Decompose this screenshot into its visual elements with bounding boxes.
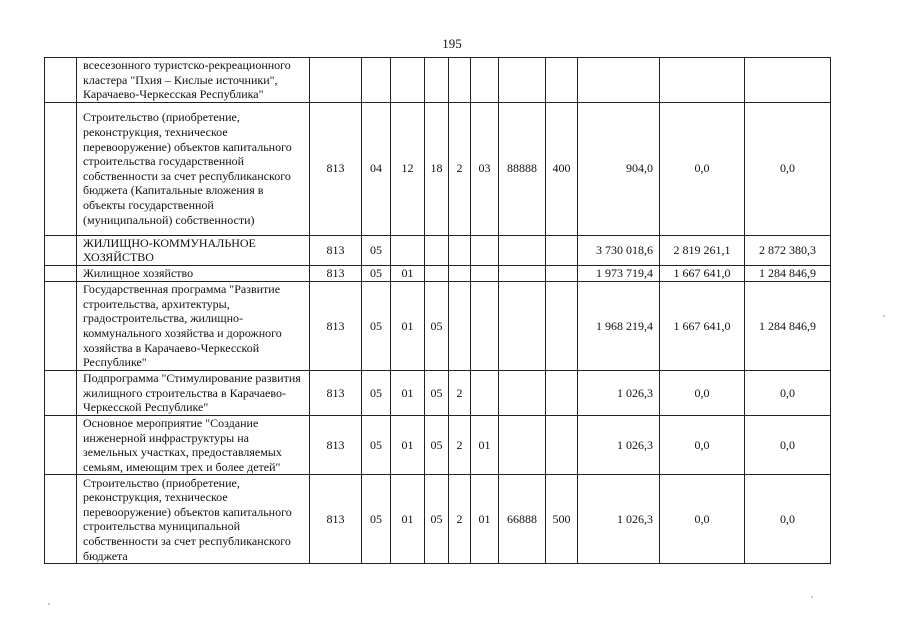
amount-year-3-cell: 0,0: [745, 102, 831, 235]
amount-year-2-cell: 0,0: [660, 475, 745, 564]
program-code-cell: [425, 235, 449, 265]
direction-code-cell: [499, 415, 546, 474]
item-name-cell: Государственная программа "Развитие строительства, архитектуры, градостроительства, жилищно-коммунального хозяйства и дорожного хозяйства в Карачаево-Черкесской Республике": [77, 281, 310, 370]
direction-code-cell: [499, 58, 546, 103]
amount-year-1-cell: 904,0: [578, 102, 660, 235]
expense-type-cell: [546, 265, 578, 281]
amount-year-2-cell: 0,0: [660, 102, 745, 235]
subprogram-code-cell: 2: [449, 102, 471, 235]
amount-year-3-cell: 0,0: [745, 370, 831, 415]
amount-year-1-cell: 1 968 219,4: [578, 281, 660, 370]
section-code-cell: 05: [362, 235, 391, 265]
amount-year-1-cell: [578, 58, 660, 103]
ministry-code-cell: 813: [310, 415, 362, 474]
section-code-cell: 05: [362, 265, 391, 281]
amount-year-2-cell: 1 667 641,0: [660, 265, 745, 281]
amount-year-1-cell: 1 026,3: [578, 415, 660, 474]
program-code-cell: [425, 265, 449, 281]
ministry-code-cell: 813: [310, 265, 362, 281]
item-name-cell: Основное мероприятие "Создание инженерной инфраструктуры на земельных участках, предоставляемых семьям, имеющим трех и более детей": [77, 415, 310, 474]
section-code-cell: 05: [362, 370, 391, 415]
subprogram-code-cell: [449, 281, 471, 370]
subsection-code-cell: 12: [391, 102, 425, 235]
program-code-cell: 05: [425, 475, 449, 564]
subsection-code-cell: 01: [391, 415, 425, 474]
table-row: [45, 281, 831, 370]
section-code-cell: 05: [362, 415, 391, 474]
amount-year-3-cell: [745, 58, 831, 103]
event-code-cell: 01: [471, 415, 499, 474]
index-cell: [45, 370, 77, 415]
section-code-cell: 05: [362, 281, 391, 370]
table-row: [45, 58, 831, 103]
item-name-cell: ЖИЛИЩНО-КОММУНАЛЬНОЕ ХОЗЯЙСТВО: [77, 235, 310, 265]
ministry-code-cell: 813: [310, 370, 362, 415]
subprogram-code-cell: 2: [449, 370, 471, 415]
subprogram-code-cell: 2: [449, 475, 471, 564]
scan-speck: [48, 603, 50, 605]
index-cell: [45, 475, 77, 564]
event-code-cell: [471, 370, 499, 415]
program-code-cell: 18: [425, 102, 449, 235]
program-code-cell: 05: [425, 415, 449, 474]
amount-year-2-cell: 0,0: [660, 415, 745, 474]
section-code-cell: 04: [362, 102, 391, 235]
expense-type-cell: [546, 58, 578, 103]
budget-table: [44, 57, 831, 564]
program-code-cell: 05: [425, 370, 449, 415]
scan-speck: [811, 596, 813, 598]
subprogram-code-cell: [449, 58, 471, 103]
item-name-cell: Жилищное хозяйство: [77, 265, 310, 281]
subprogram-code-cell: [449, 265, 471, 281]
index-cell: [45, 281, 77, 370]
item-name-cell: Подпрограмма "Стимулирование развития жилищного строительства в Карачаево-Черкесской Республике": [77, 370, 310, 415]
subsection-code-cell: 01: [391, 475, 425, 564]
event-code-cell: [471, 58, 499, 103]
program-code-cell: [425, 58, 449, 103]
direction-code-cell: [499, 281, 546, 370]
expense-type-cell: [546, 281, 578, 370]
table-row: [45, 475, 831, 564]
amount-year-2-cell: [660, 58, 745, 103]
direction-code-cell: [499, 370, 546, 415]
table-row: [45, 415, 831, 474]
subprogram-code-cell: [449, 235, 471, 265]
expense-type-cell: [546, 415, 578, 474]
section-code-cell: [362, 58, 391, 103]
index-cell: [45, 415, 77, 474]
direction-code-cell: [499, 235, 546, 265]
expense-type-cell: [546, 235, 578, 265]
amount-year-3-cell: 1 284 846,9: [745, 281, 831, 370]
amount-year-2-cell: 2 819 261,1: [660, 235, 745, 265]
subprogram-code-cell: 2: [449, 415, 471, 474]
table-row: [45, 265, 831, 281]
event-code-cell: 01: [471, 475, 499, 564]
direction-code-cell: [499, 265, 546, 281]
item-name-cell: Строительство (приобретение, реконструкция, техническое перевооружение) объектов капитального строительства муниципальной собственности за счет республиканского бюджета: [77, 475, 310, 564]
ministry-code-cell: 813: [310, 281, 362, 370]
subsection-code-cell: [391, 58, 425, 103]
item-name-cell: Строительство (приобретение, реконструкция, техническое перевооружение) объектов капитального строительства государственной собственности за счет республиканского бюджета (Капитальные вложения в объекты государственной (муниципальной) собственности): [77, 102, 310, 235]
expense-type-cell: [546, 370, 578, 415]
subsection-code-cell: 01: [391, 370, 425, 415]
subsection-code-cell: 01: [391, 281, 425, 370]
amount-year-1-cell: 1 026,3: [578, 475, 660, 564]
page-number: 195: [442, 36, 462, 51]
direction-code-cell: 66888: [499, 475, 546, 564]
event-code-cell: [471, 281, 499, 370]
index-cell: [45, 235, 77, 265]
event-code-cell: 03: [471, 102, 499, 235]
direction-code-cell: 88888: [499, 102, 546, 235]
expense-type-cell: 500: [546, 475, 578, 564]
scan-speck: [883, 315, 885, 317]
index-cell: [45, 58, 77, 103]
event-code-cell: [471, 265, 499, 281]
amount-year-2-cell: 1 667 641,0: [660, 281, 745, 370]
amount-year-1-cell: 1 026,3: [578, 370, 660, 415]
ministry-code-cell: 813: [310, 102, 362, 235]
amount-year-1-cell: 1 973 719,4: [578, 265, 660, 281]
amount-year-3-cell: 0,0: [745, 475, 831, 564]
index-cell: [45, 265, 77, 281]
subsection-code-cell: 01: [391, 265, 425, 281]
ministry-code-cell: [310, 58, 362, 103]
index-cell: [45, 102, 77, 235]
expense-type-cell: 400: [546, 102, 578, 235]
section-code-cell: 05: [362, 475, 391, 564]
amount-year-3-cell: 2 872 380,3: [745, 235, 831, 265]
program-code-cell: 05: [425, 281, 449, 370]
item-name-cell: всесезонного туристско-рекреационного кластера "Пхия – Кислые источники", Карачаево-Черкесская Республика": [77, 58, 310, 103]
amount-year-3-cell: 1 284 846,9: [745, 265, 831, 281]
ministry-code-cell: 813: [310, 235, 362, 265]
event-code-cell: [471, 235, 499, 265]
table-row: [45, 235, 831, 265]
ministry-code-cell: 813: [310, 475, 362, 564]
amount-year-2-cell: 0,0: [660, 370, 745, 415]
table-row: [45, 102, 831, 235]
subsection-code-cell: [391, 235, 425, 265]
amount-year-1-cell: 3 730 018,6: [578, 235, 660, 265]
amount-year-3-cell: 0,0: [745, 415, 831, 474]
table-row: [45, 370, 831, 415]
